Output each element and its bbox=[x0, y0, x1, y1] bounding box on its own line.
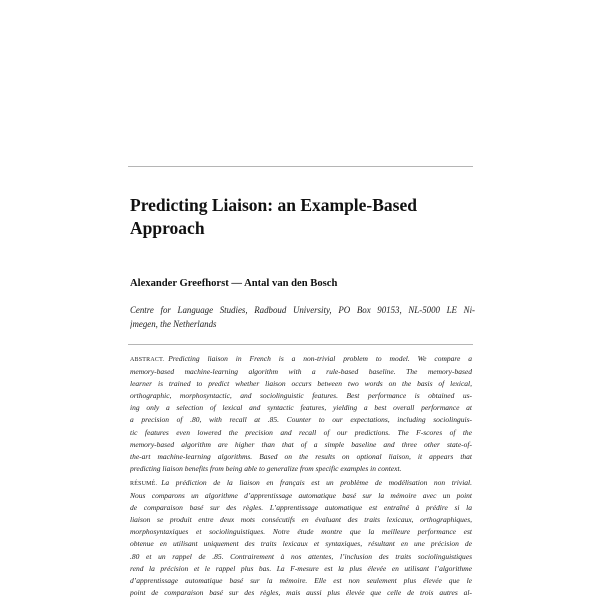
resume-line: obtenue en utilisant uniquement des traits lexicaux et syntaxiques, résultant en une précision de bbox=[130, 539, 472, 549]
abstract-label: ABSTRACT. bbox=[130, 357, 165, 363]
abstract-rule bbox=[128, 344, 473, 345]
resume-line: morphosyntaxiques et sociolinguistiques. Notre étude montre que la meilleure performance est bbox=[130, 527, 472, 537]
affiliation-line: jmegen, the Netherlands bbox=[130, 319, 217, 329]
resume-line: d’apprentissage automatique basé sur la mémoire. Elle est non seulement plus élevée que le bbox=[130, 575, 472, 585]
abstract-line: memory-based machine-learning algorithm with a rule-based baseline. The memory-based bbox=[130, 367, 472, 377]
abstract-english bbox=[130, 353, 472, 475]
affiliation-line: Centre for Language Studies, Radboud University, PO Box 90153, NL-5000 LE Ni- bbox=[130, 305, 475, 315]
abstract-french bbox=[130, 477, 472, 599]
paper-title bbox=[130, 194, 475, 240]
abstract-line: the-art machine-learning algorithms. Based on the results on optional liaison, it appears that bbox=[130, 451, 472, 461]
abstract-line: orthographic, morphosyntactic, and sociolinguistic features. Best performance is obtained us- bbox=[130, 391, 472, 401]
abstract-line: learner is trained to predict whether liaison occurs between two words on the basis of lexical, bbox=[130, 379, 472, 389]
resume-line: de comparaison basé sur des règles. L’apprentissage automatique est entraîné à prédire si la bbox=[130, 503, 472, 513]
header-rule bbox=[128, 166, 473, 167]
abstract-line: memory-based algorithm are higher than that of a simple baseline and three other state-of- bbox=[130, 439, 472, 449]
title-line: Predicting Liaison: an Example-Based bbox=[130, 195, 417, 215]
resume-line: rend la précision et le rappel plus bas. La F-mesure est la plus élevée en utilisant l’algorithme bbox=[130, 563, 472, 573]
abstract-line: predicting liaison benefits from being able to generalize from specific examples in context. bbox=[130, 463, 402, 473]
title-line: Approach bbox=[130, 218, 205, 238]
resume-line: RÉSUMÉ. La prédiction de la liaison en français est un problème de modélisation non trivial. bbox=[130, 478, 472, 487]
resume-line: .80 et un rappel de .85. Contrairement à nos attentes, l’inclusion des traits sociolinguistiques bbox=[130, 551, 472, 561]
abstract-line: ABSTRACT. Predicting liaison in French is a non-trivial problem to model. We compare a bbox=[130, 354, 472, 363]
affiliation bbox=[130, 303, 475, 331]
resume-line: point de comparaison basé sur des règles, mais aussi plus élevée que celle de trois autres al- bbox=[130, 587, 472, 597]
resume-line: Nous comparons un algorithme d’apprentissage automatique basé sur la mémoire avec un point bbox=[130, 491, 472, 501]
resume-line: liaison se produit entre deux mots consécutifs en évaluant des traits lexicaux, orthographiques, bbox=[130, 515, 472, 525]
author-list: Alexander Greefhorst — Antal van den Bosch bbox=[130, 278, 338, 289]
abstract-line: ing only a selection of lexical and syntactic features, yielding a best overall performance at bbox=[130, 403, 472, 413]
resume-label: RÉSUMÉ. bbox=[130, 481, 158, 487]
abstract-line: tic features even lowered the precision and recall of our predictions. The F-scores of the bbox=[130, 427, 472, 437]
abstract-line: a precision of .80, with recall at .85. Counter to our expectations, including sociolinguis- bbox=[130, 415, 472, 425]
